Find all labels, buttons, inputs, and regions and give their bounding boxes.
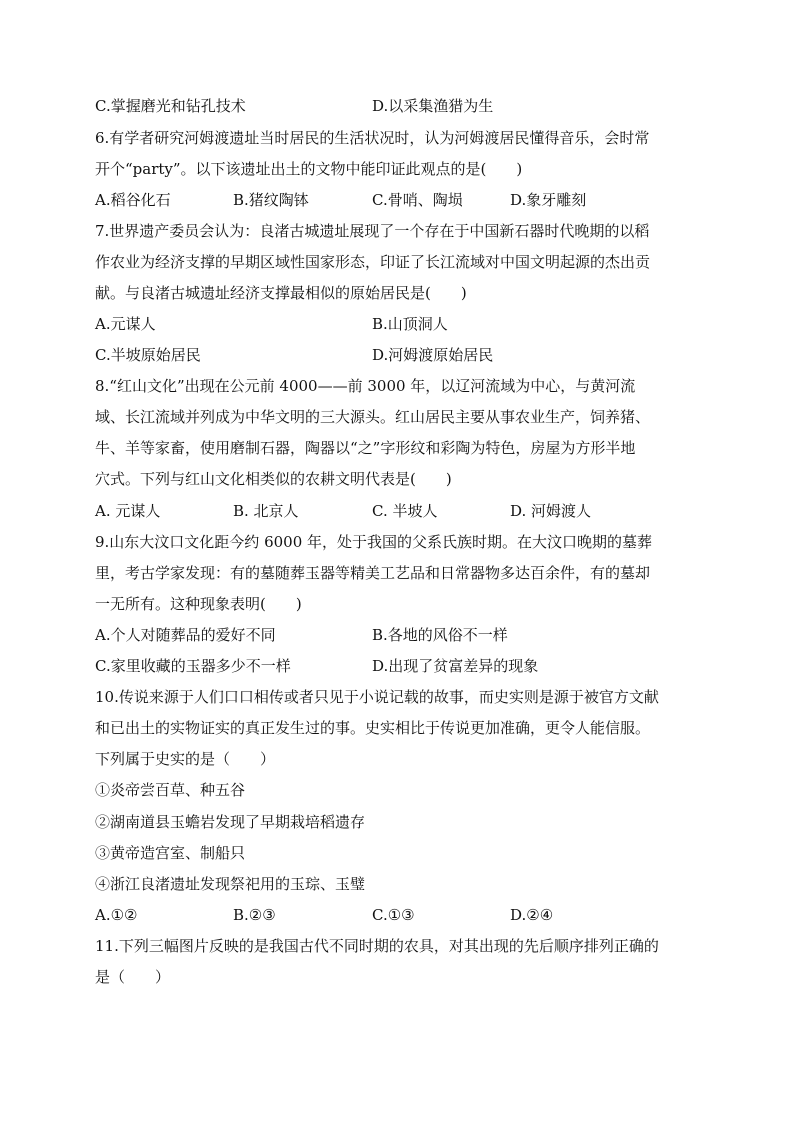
q7-option-c: C.半坡原始居民 xyxy=(95,346,201,364)
q10-option-a: A.①② xyxy=(95,906,138,924)
q11-stem-line-2: 是（ ） xyxy=(95,968,171,986)
q7-option-b: B.山顶洞人 xyxy=(372,315,448,333)
q8-option-c: C. 半坡人 xyxy=(372,502,438,520)
q9-stem-line-3: 一无所有。这种现象表明( ) xyxy=(95,595,302,613)
q6-option-c: C.骨哨、陶埙 xyxy=(372,191,463,209)
q5-option-d: D.以采集渔猎为生 xyxy=(372,97,494,115)
q7-stem-line-3: 献。与良渚古城遗址经济支撑最相似的原始居民是( ) xyxy=(95,284,467,302)
q9-option-a: A.个人对随葬品的爱好不同 xyxy=(95,626,276,644)
q6-option-a: A.稻谷化石 xyxy=(95,191,171,209)
q8-option-d: D. 河姆渡人 xyxy=(510,502,592,520)
q6-stem-line-1: 6.有学者研究河姆渡遗址当时居民的生活状况时，认为河姆渡居民懂得音乐，会时常 xyxy=(95,129,650,147)
q6-option-b: B.猪纹陶钵 xyxy=(233,191,309,209)
q6-stem-line-2: 开个“party”。以下该遗址出土的文物中能印证此观点的是( ) xyxy=(95,160,523,178)
q7-option-d: D.河姆渡原始居民 xyxy=(372,346,494,364)
q10-stem-line-1: 10.传说来源于人们口口相传或者只见于小说记载的故事，而史实则是源于被官方文献 xyxy=(95,688,659,706)
q9-option-b: B.各地的风俗不一样 xyxy=(372,626,508,644)
q11-stem-line-1: 11.下列三幅图片反映的是我国古代不同时期的农具，对其出现的先后顺序排列正确的 xyxy=(95,937,659,955)
q10-item-3: ③黄帝造宫室、制船只 xyxy=(95,844,246,862)
q8-stem-line-3: 牛、羊等家畜，使用磨制石器，陶器以“之”字形纹和彩陶为特色，房屋为方形半地 xyxy=(95,439,636,457)
q8-stem-line-1: 8.“红山文化”出现在公元前 4000——前 3000 年，以辽河流域为中心，与黄河流 xyxy=(95,377,636,395)
q7-stem-line-1: 7.世界遗产委员会认为：良渚古城遗址展现了一个存在于中国新石器时代晚期的以稻 xyxy=(95,222,650,240)
q8-stem-line-4: 穴式。下列与红山文化相类似的农耕文明代表是( ) xyxy=(95,470,452,488)
q10-item-2: ②湖南道县玉蟾岩发现了早期栽培稻遗存 xyxy=(95,813,366,831)
q7-option-a: A.元谋人 xyxy=(95,315,156,333)
q10-stem-line-3: 下列属于史实的是（ ） xyxy=(95,750,276,768)
q8-option-b: B. 北京人 xyxy=(233,502,299,520)
q10-stem-line-2: 和已出土的实物证实的真正发生过的事。史实相比于传说更加准确，更令人能信服。 xyxy=(95,719,651,737)
q9-option-c: C.家里收藏的玉器多少不一样 xyxy=(95,657,291,675)
q10-item-1: ①炎帝尝百草、种五谷 xyxy=(95,781,246,799)
q9-stem-line-2: 里，考古学家发现：有的墓随葬玉器等精美工艺品和日常器物多达百余件，有的墓却 xyxy=(95,564,651,582)
q7-stem-line-2: 作农业为经济支撑的早期区域性国家形态，印证了长江流域对中国文明起源的杰出贡 xyxy=(95,253,651,271)
q10-item-4: ④浙江良渚遗址发现祭祀用的玉琮、玉璧 xyxy=(95,875,366,893)
q8-stem-line-2: 域、长江流域并列成为中华文明的三大源头。红山居民主要从事农业生产，饲养猪、 xyxy=(95,408,651,426)
q10-option-d: D.②④ xyxy=(510,906,554,924)
q5-option-c: C.掌握磨光和钻孔技术 xyxy=(95,97,246,115)
q6-option-d: D.象牙雕刻 xyxy=(510,191,587,209)
q9-stem-line-1: 9.山东大汶口文化距今约 6000 年，处于我国的父系氏族时期。在大汶口晚期的墓葬 xyxy=(95,533,653,551)
q10-option-b: B.②③ xyxy=(233,906,276,924)
q10-option-c: C.①③ xyxy=(372,906,415,924)
q9-option-d: D.出现了贫富差异的现象 xyxy=(372,657,539,675)
q8-option-a: A. 元谋人 xyxy=(95,502,161,520)
